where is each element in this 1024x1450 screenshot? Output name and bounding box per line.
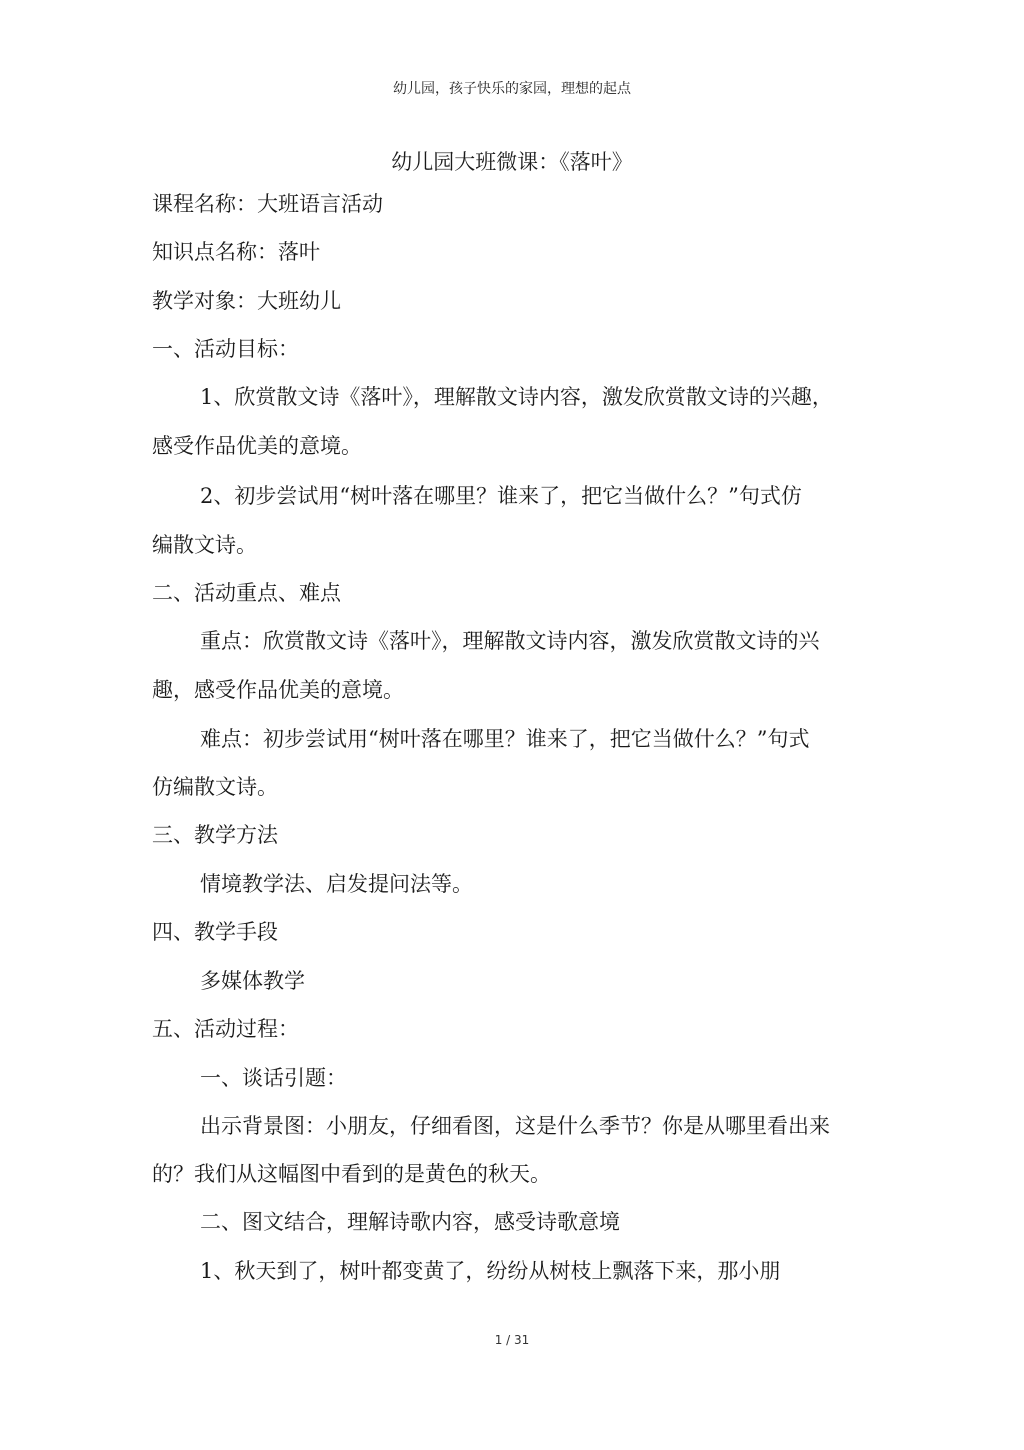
key-point-line-2: 趣，感受作品优美的意境。 — [152, 678, 404, 702]
difficulty-line-2: 仿编散文诗。 — [152, 775, 278, 799]
methods-line: 情境教学法、启发提问法等。 — [200, 872, 473, 896]
goal-2-line-2: 编散文诗。 — [152, 533, 257, 557]
goal-1-line-1: 1、欣赏散文诗《落叶》，理解散文诗内容，激发欣赏散文诗的兴趣， — [200, 385, 833, 409]
difficulty-line-1: 难点：初步尝试用“树叶落在哪里？谁来了，把它当做什么？”句式 — [200, 727, 810, 751]
page-number: 1 / 31 — [494, 1333, 530, 1347]
process-step-1-heading: 一、谈话引题： — [200, 1066, 347, 1090]
process-step-2-heading: 二、图文结合，理解诗歌内容，感受诗歌意境 — [200, 1210, 620, 1234]
section-heading-goals: 一、活动目标： — [152, 337, 299, 361]
means-line: 多媒体教学 — [200, 969, 305, 993]
goal-2-line-1: 2、初步尝试用“树叶落在哪里？谁来了，把它当做什么？”句式仿 — [200, 484, 802, 508]
section-heading-methods: 三、教学方法 — [152, 823, 278, 847]
teaching-target-line: 教学对象：大班幼儿 — [152, 289, 341, 313]
goal-1-line-2: 感受作品优美的意境。 — [152, 434, 362, 458]
knowledge-point-line: 知识点名称：落叶 — [152, 240, 320, 264]
process-step-1-line-1: 出示背景图：小朋友，仔细看图，这是什么季节？你是从哪里看出来 — [200, 1114, 830, 1138]
section-heading-process: 五、活动过程： — [152, 1017, 299, 1041]
key-point-line-1: 重点：欣赏散文诗《落叶》，理解散文诗内容，激发欣赏散文诗的兴 — [200, 629, 820, 653]
page-header: 幼儿园，孩子快乐的家园，理想的起点 — [393, 81, 631, 97]
section-heading-means: 四、教学手段 — [152, 920, 278, 944]
process-step-2-line-1: 1、秋天到了，树叶都变黄了，纷纷从树枝上飘落下来，那小朋 — [200, 1259, 781, 1283]
process-step-1-line-2: 的？我们从这幅图中看到的是黄色的秋天。 — [152, 1162, 551, 1186]
section-heading-key-points: 二、活动重点、难点 — [152, 581, 341, 605]
course-name-line: 课程名称：大班语言活动 — [152, 192, 383, 216]
document-title: 幼儿园大班微课：《落叶》 — [391, 150, 633, 174]
